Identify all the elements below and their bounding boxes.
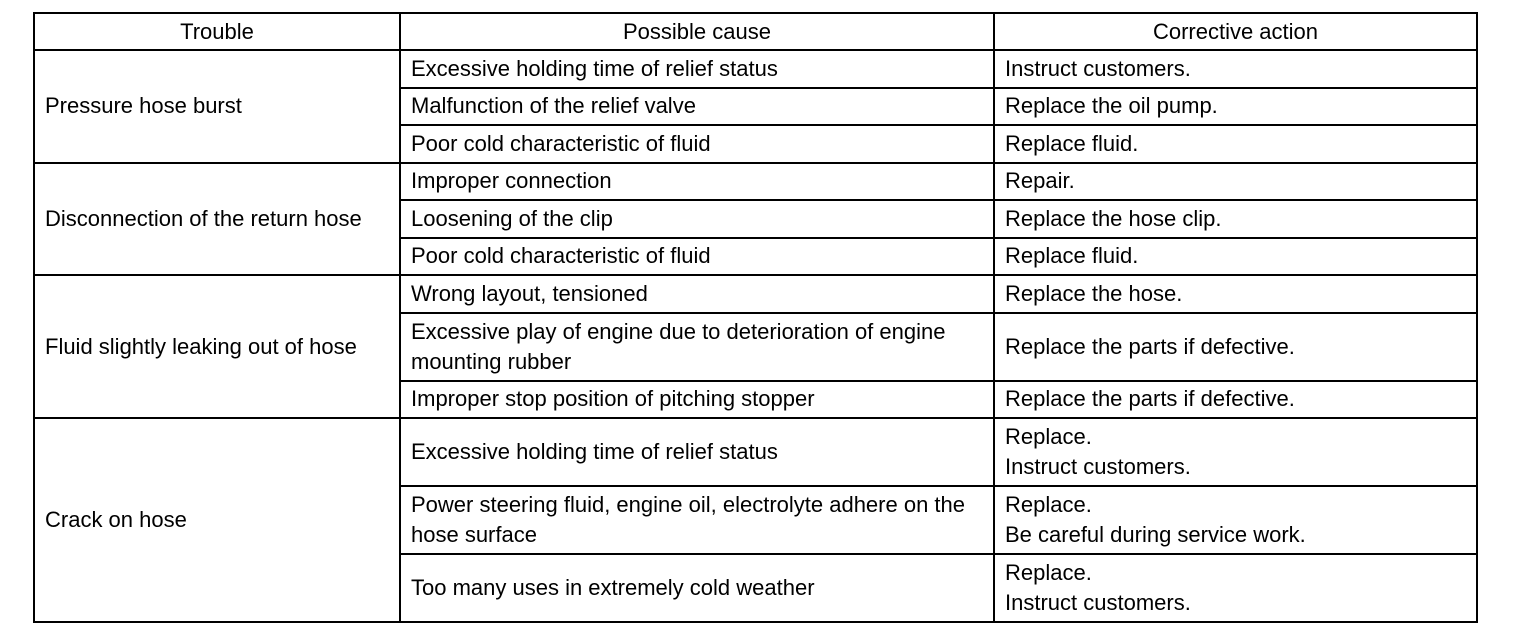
corrective-action-cell [994, 200, 1477, 238]
corrective-action-cell [994, 381, 1477, 419]
corrective-action-line: Replace. [1005, 424, 1092, 449]
possible-cause-cell: Improper stop position of pitching stopper [400, 381, 994, 419]
corrective-action-cell [994, 125, 1477, 163]
header-corrective-action: Corrective action [994, 13, 1477, 50]
corrective-action-cell [994, 418, 1477, 486]
corrective-action-cell [994, 275, 1477, 313]
possible-cause-cell: Loosening of the clip [400, 200, 994, 238]
corrective-action-cell [994, 88, 1477, 126]
corrective-action-cell [994, 163, 1477, 201]
corrective-action-line: Be careful during service work. [1005, 522, 1306, 547]
possible-cause-cell: Wrong layout, tensioned [400, 275, 994, 313]
header-row [34, 13, 1477, 50]
possible-cause-cell: Excessive holding time of relief status [400, 418, 994, 486]
trouble-cell: Crack on hose [34, 418, 400, 622]
corrective-action-line: Instruct customers. [1005, 454, 1191, 479]
possible-cause-cell: Improper connection [400, 163, 994, 201]
corrective-action-line: Replace the oil pump. [1005, 93, 1218, 119]
table-body [34, 50, 1477, 622]
corrective-action-line: Replace the hose. [1005, 280, 1183, 306]
header-trouble: Trouble [34, 13, 400, 50]
possible-cause-cell: Too many uses in extremely cold weather [400, 554, 994, 622]
corrective-action-cell [994, 50, 1477, 88]
possible-cause-cell: Poor cold characteristic of fluid [400, 238, 994, 276]
possible-cause-cell: Excessive holding time of relief status [400, 50, 994, 88]
possible-cause-cell: Malfunction of the relief valve [400, 88, 994, 126]
corrective-action-line: Replace the parts if defective. [1005, 386, 1295, 412]
header-possible-cause: Possible cause [400, 13, 994, 50]
possible-cause-cell: Excessive play of engine due to deterioration of engine mounting rubber [400, 313, 994, 381]
corrective-action-line: Instruct customers. [1005, 590, 1191, 615]
table-row [34, 275, 1477, 313]
trouble-cell: Pressure hose burst [34, 50, 400, 163]
trouble-cell: Fluid slightly leaking out of hose [34, 275, 400, 418]
corrective-action-line: Replace. [1005, 560, 1092, 585]
corrective-action-line: Replace. [1005, 492, 1092, 517]
troubleshooting-table [33, 12, 1478, 623]
corrective-action-line: Replace fluid. [1005, 130, 1139, 156]
corrective-action-cell [994, 238, 1477, 276]
corrective-action-cell [994, 486, 1477, 554]
corrective-action-line: Replace the hose clip. [1005, 205, 1222, 231]
table-header [34, 13, 1477, 50]
corrective-action-line: Repair. [1005, 168, 1075, 194]
table-row [34, 418, 1477, 486]
table-row [34, 163, 1477, 201]
corrective-action-cell [994, 554, 1477, 622]
possible-cause-cell: Power steering fluid, engine oil, electrolyte adhere on the hose surface [400, 486, 994, 554]
table-row [34, 50, 1477, 88]
possible-cause-cell: Poor cold characteristic of fluid [400, 125, 994, 163]
corrective-action-cell [994, 313, 1477, 381]
corrective-action-line: Replace the parts if defective. [1005, 333, 1295, 359]
trouble-cell: Disconnection of the return hose [34, 163, 400, 276]
corrective-action-line: Instruct customers. [1005, 55, 1191, 81]
corrective-action-line: Replace fluid. [1005, 243, 1139, 269]
